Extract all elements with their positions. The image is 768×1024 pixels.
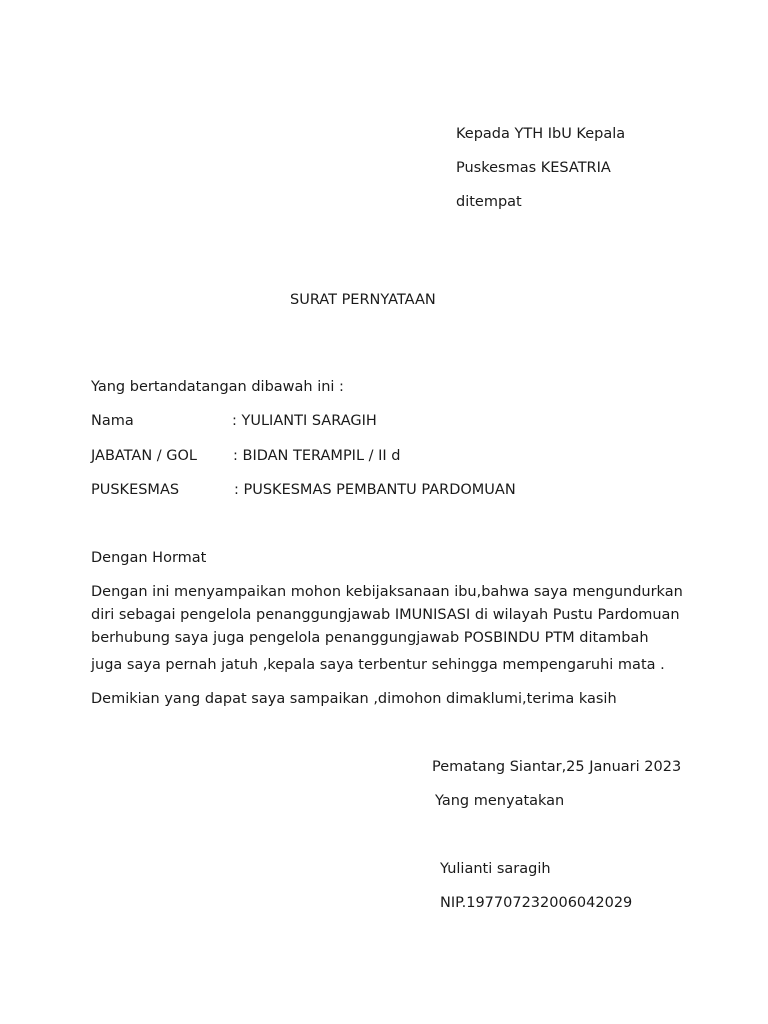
recipient-line-3: ditempat [456,194,522,210]
field-value-nama: : YULIANTI SARAGIH [232,413,377,429]
greeting-text: Dengan Hormat [91,550,207,566]
paragraph-line-2: diri sebagai pengelola penanggungjawab IMUNISASI di wilayah Pustu Pardomuan [91,607,680,623]
field-label-puskesmas: PUSKESMAS [91,482,180,498]
letter-title: SURAT PERNYATAAN [290,292,436,308]
field-value-jabatan: : BIDAN TERAMPIL / II d [233,448,401,464]
place-date: Pematang Siantar,25 Januari 2023 [432,759,682,775]
paragraph-line-4: juga saya pernah jatuh ,kepala saya terbentur sehingga mempengaruhi mata . [91,657,665,673]
intro-text: Yang bertandatangan dibawah ini : [91,379,344,395]
signer-name: Yulianti saragih [440,861,551,877]
paragraph-line-1: Dengan ini menyampaikan mohon kebijaksanaan ibu,bahwa saya mengundurkan [91,584,683,600]
stated-by: Yang menyatakan [435,793,565,809]
field-value-puskesmas: : PUSKESMAS PEMBANTU PARDOMUAN [234,482,516,498]
recipient-line-2: Puskesmas KESATRIA [456,160,611,176]
paragraph-line-3: berhubung saya juga pengelola penanggungjawab POSBINDU PTM ditambah [91,630,649,646]
signer-nip: NIP.197707232006042029 [440,895,633,911]
field-label-nama: Nama [91,413,134,429]
recipient-line-1: Kepada YTH IbU Kepala [456,126,626,142]
field-label-jabatan: JABATAN / GOL [91,448,198,464]
closing-text: Demikian yang dapat saya sampaikan ,dimohon dimaklumi,terima kasih [91,691,617,707]
